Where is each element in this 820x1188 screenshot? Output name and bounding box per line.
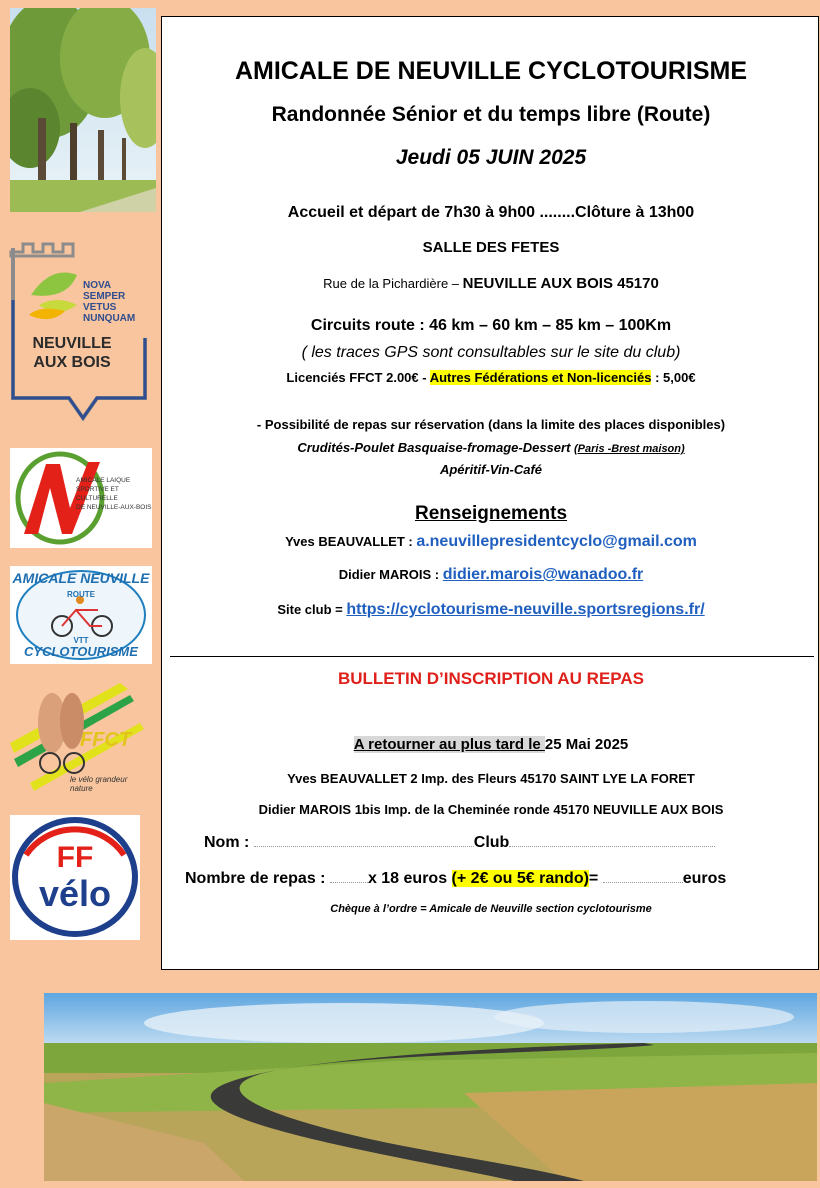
site-line [162, 601, 820, 619]
price-others-highlight: Autres Fédérations et Non-licenciés [429, 370, 652, 385]
page-title: AMICALE DE NEUVILLE CYCLOTOURISME [234, 57, 748, 85]
event-date: Jeudi 05 JUIN 2025 [395, 146, 587, 169]
venue-address [162, 275, 820, 292]
price-others-amount: : 5,00€ [651, 370, 696, 385]
ffvelo-velo-text: vélo [38, 873, 112, 914]
ffct-tagline: le vélo grandeur nature [70, 775, 128, 793]
flyer-main-box [161, 16, 819, 970]
contact-2-name: Didier MAROIS : [338, 567, 443, 582]
menu-text: Crudités-Poulet Basquaise-fromage-Dessert [297, 440, 575, 455]
club-field[interactable] [509, 834, 715, 847]
motto [83, 280, 135, 324]
town-name-line-1: NEUVILLE [32, 335, 112, 352]
contact-2-email[interactable]: didier.marois@wanadoo.fr [442, 566, 644, 583]
contact-1-email[interactable]: a.neuvillepresidentcyclo@gmail.com [416, 533, 697, 550]
ak-text [76, 476, 152, 512]
price-ffct: Licenciés FFCT 2.00€ - [286, 370, 430, 385]
event-subtitle: Randonnée Sénior et du temps libre (Route) [271, 103, 711, 126]
name-label: Nom : [204, 834, 254, 851]
venue-street: Rue de la Pichardière – [323, 276, 463, 291]
cheque-note: Chèque à l’ordre = Amicale de Neuville section cyclotourisme [330, 903, 652, 915]
bulletin-title: BULLETIN D’INSCRIPTION AU REPAS [337, 669, 644, 688]
town-name [17, 334, 127, 372]
ffvelo-ff-text: FF [56, 841, 94, 874]
name-field[interactable] [254, 834, 474, 847]
club-logo-top-text: AMICALE NEUVILLE [12, 570, 150, 586]
return-deadline [162, 736, 820, 753]
motto-line-3: VETUS [83, 302, 117, 313]
address-2: Didier MAROIS 1bis Imp. de la Cheminée ronde 45170 NEUVILLE AUX BOIS [258, 802, 724, 817]
menu-dessert-note: (Paris -Brest maison) [574, 443, 685, 455]
gps-note: ( les traces GPS sont consultables sur le site du club) [301, 344, 681, 361]
venue-city: NEUVILLE AUX BOIS 45170 [462, 275, 659, 292]
info-heading: Renseignements [414, 503, 568, 524]
meals-row [185, 870, 726, 888]
motto-line-1: NOVA [83, 280, 112, 291]
ffct-name: FFCT [80, 729, 132, 751]
return-label: A retourner au plus tard le [353, 736, 545, 753]
site-label: Site club = [277, 602, 347, 617]
aperitif-text: Apéritif-Vin-Café [439, 462, 543, 477]
venue-name: SALLE DES FETES [422, 239, 560, 256]
total-field[interactable] [603, 870, 683, 883]
neuville-aux-bois-logo [9, 240, 149, 422]
pricing-line [162, 370, 820, 385]
club-logo-bottom-text: CYCLOTOURISME [24, 644, 138, 659]
club-cyclotourisme-logo [10, 566, 152, 664]
address-1: Yves BEAUVALLET 2 Imp. des Fleurs 45170 SAINT LYE LA FORET [287, 771, 695, 786]
meal-supplement: (+ 2€ ou 5€ rando) [451, 870, 589, 887]
trees-photo [10, 8, 156, 212]
contact-1 [162, 533, 820, 551]
countryside-road-photo [44, 993, 817, 1181]
return-date: 25 Mai 2025 [544, 736, 629, 753]
meal-price: x 18 euros [367, 870, 452, 887]
equals-sign: = [588, 870, 603, 887]
town-name-line-2: AUX BOIS [33, 354, 111, 371]
ak-text-1: AMICALE LAIQUE [76, 477, 131, 484]
divider [170, 656, 814, 657]
contact-1-name: Yves BEAUVALLET : [285, 534, 417, 549]
schedule-text: Accueil et départ de 7h30 à 9h00 ........Clôture à 13h00 [287, 204, 695, 221]
meals-count-field[interactable] [330, 870, 368, 883]
club-logo-vtt-text: VTT [73, 636, 89, 645]
euros-label: euros [682, 870, 727, 887]
motto-line-2: SEMPER [83, 291, 126, 302]
club-label: Club [473, 834, 510, 851]
meals-count-label: Nombre de repas : [185, 870, 330, 887]
club-logo-route-text: ROUTE [67, 590, 95, 599]
ak-text-3: DE NEUVILLE-AUX-BOIS [76, 504, 152, 511]
meal-option-text: - Possibilité de repas sur réservation (dans la limite des places disponibles) [256, 417, 726, 432]
ak-text-2: SPORTIVE ET CULTURELLE [76, 486, 119, 502]
menu-line [162, 440, 820, 455]
site-link[interactable]: https://cyclotourisme-neuville.sportsregions.fr/ [346, 601, 705, 618]
amicale-laique-logo [10, 448, 152, 548]
ffct-logo [10, 683, 152, 795]
contact-2 [162, 566, 820, 584]
name-club-row [204, 834, 715, 852]
ffvelo-logo [10, 815, 140, 940]
motto-line-4: NUNQUAM [83, 313, 136, 324]
circuits-text: Circuits route : 46 km – 60 km – 85 km – 100Km [310, 317, 672, 334]
